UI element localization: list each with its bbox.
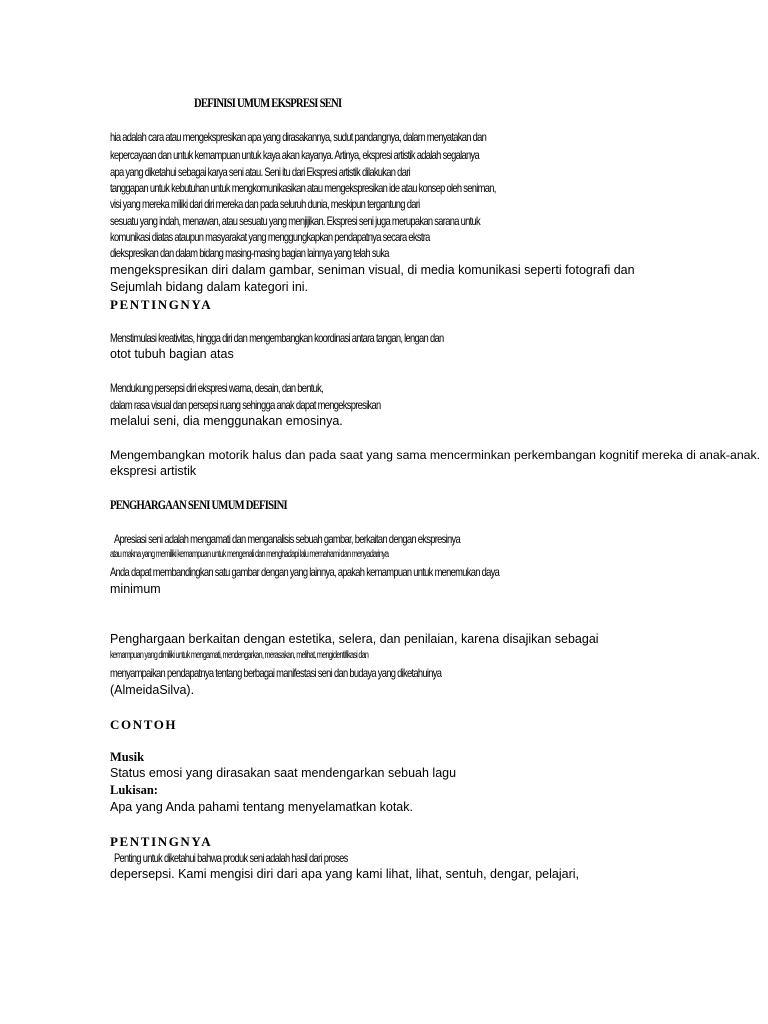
paragraph-line: kemampuan yang dimiliki untuk mengamati, mendengarkan, merasakan, melihat, mengidentifikasi dan	[110, 650, 369, 661]
paragraph-line: melalui seni, dia menggunakan emosinya.	[110, 414, 343, 428]
intro-line: komunikasi diatas ataupun masyarakat yang menggungkapkan pendapatnya secara ekstra	[110, 230, 430, 244]
section-heading-pentingnya: PENTINGNYA	[110, 297, 213, 312]
example-painting-label: Lukisan:	[110, 783, 158, 797]
paragraph-line: (AlmeidaSilva).	[110, 683, 195, 697]
paragraph-line: depersepsi. Kami mengisi diri dari apa yang kami lihat, lihat, sentuh, dengar, pelajari,	[110, 867, 580, 881]
example-music-text: Status emosi yang dirasakan saat mendengarkan sebuah lagu	[110, 766, 457, 780]
section-heading-pentingnya-2: PENTINGNYA	[110, 834, 213, 849]
intro-line: kepercayaan dan untuk kemampuan untuk kaya akan kayanya. Artinya, ekspresi artistik adalah segalanya	[110, 148, 479, 162]
intro-line: apa yang diketahui sebagai karya seni atau. Seni itu dari Ekspresi artistik dilakukan dari	[110, 165, 410, 179]
paragraph-line: menyampaikan pendapatnya tentang berbagai manifestasi seni dan budaya yang diketahuinya	[110, 666, 442, 680]
paragraph-line: Penghargaan berkaitan dengan estetika, selera, dan penilaian, karena disajikan sebagai	[110, 632, 599, 646]
intro-line: sesuatu yang indah, menawan, atau sesuatu yang menjijikan. Ekspresi seni juga merupakan sarana untuk	[110, 214, 481, 228]
paragraph-line: Mengembangkan motorik halus dan pada saat yang sama mencerminkan perkembangan kognitif mereka di anak-anak.	[110, 448, 761, 462]
example-painting-text: Apa yang Anda pahami tentang menyelamatkan kotak.	[110, 800, 413, 814]
paragraph-line: atau makna yang memiliki kemampuan untuk mengenali dan menghadapi lalu memahami dan menyadarinya	[110, 549, 389, 560]
paragraph-line: minimum	[110, 582, 161, 596]
paragraph-line: dalam rasa visual dan persepsi ruang sehingga anak dapat mengekspresikan	[110, 398, 381, 412]
paragraph-line: Mendukung persepsi diri ekspresi warna, desain, dan bentuk,	[110, 381, 324, 395]
intro-line: diekspresikan dan dalam bidang masing-masing bagian lainnya yang telah suka	[110, 246, 389, 260]
intro-line: mengekspresikan diri dalam gambar, seniman visual, di media komunikasi seperti fotografi dan	[110, 263, 635, 277]
paragraph-line: Apresiasi seni adalah mengamati dan menganalisis sebuah gambar, berkaitan dengan ekspresinya	[114, 532, 460, 546]
intro-line: hia adalah cara atau mengekspresikan apa yang dirasakannya, sudut pandangnya, dalam menyatakan dan	[110, 130, 487, 144]
paragraph-line: otot tubuh bagian atas	[110, 347, 234, 361]
section-heading-contoh: CONTOH	[110, 717, 178, 732]
section-heading-penghargaan: PENGHARGAAN SENI UMUM DEFISINI	[110, 498, 287, 512]
paragraph-line: Menstimulasi kreativitas, hingga diri dan mengembangkan koordinasi antara tangan, lengan dan	[110, 331, 444, 345]
paragraph-line: Anda dapat membandingkan satu gambar dengan yang lainnya, apakah kemampuan untuk menemukan daya	[110, 565, 500, 579]
page-title: DEFINISI UMUM EKSPRESI SENI	[194, 96, 342, 110]
intro-line: Sejumlah bidang dalam kategori ini.	[110, 280, 309, 294]
paragraph-line: ekspresi artistik	[110, 464, 197, 478]
intro-line: visi yang mereka miliki dari diri mereka dan pada seluruh dunia, meskipun tergantung dari	[110, 197, 420, 211]
paragraph-line: Penting untuk diketahui bahwa produk seni adalah hasil dari proses	[114, 851, 348, 865]
example-music-label: Musik	[110, 750, 145, 764]
intro-line: tanggapan untuk kebutuhan untuk mengkomunikasikan atau mengekspresikan ide atau konsep oleh seniman,	[110, 181, 496, 195]
